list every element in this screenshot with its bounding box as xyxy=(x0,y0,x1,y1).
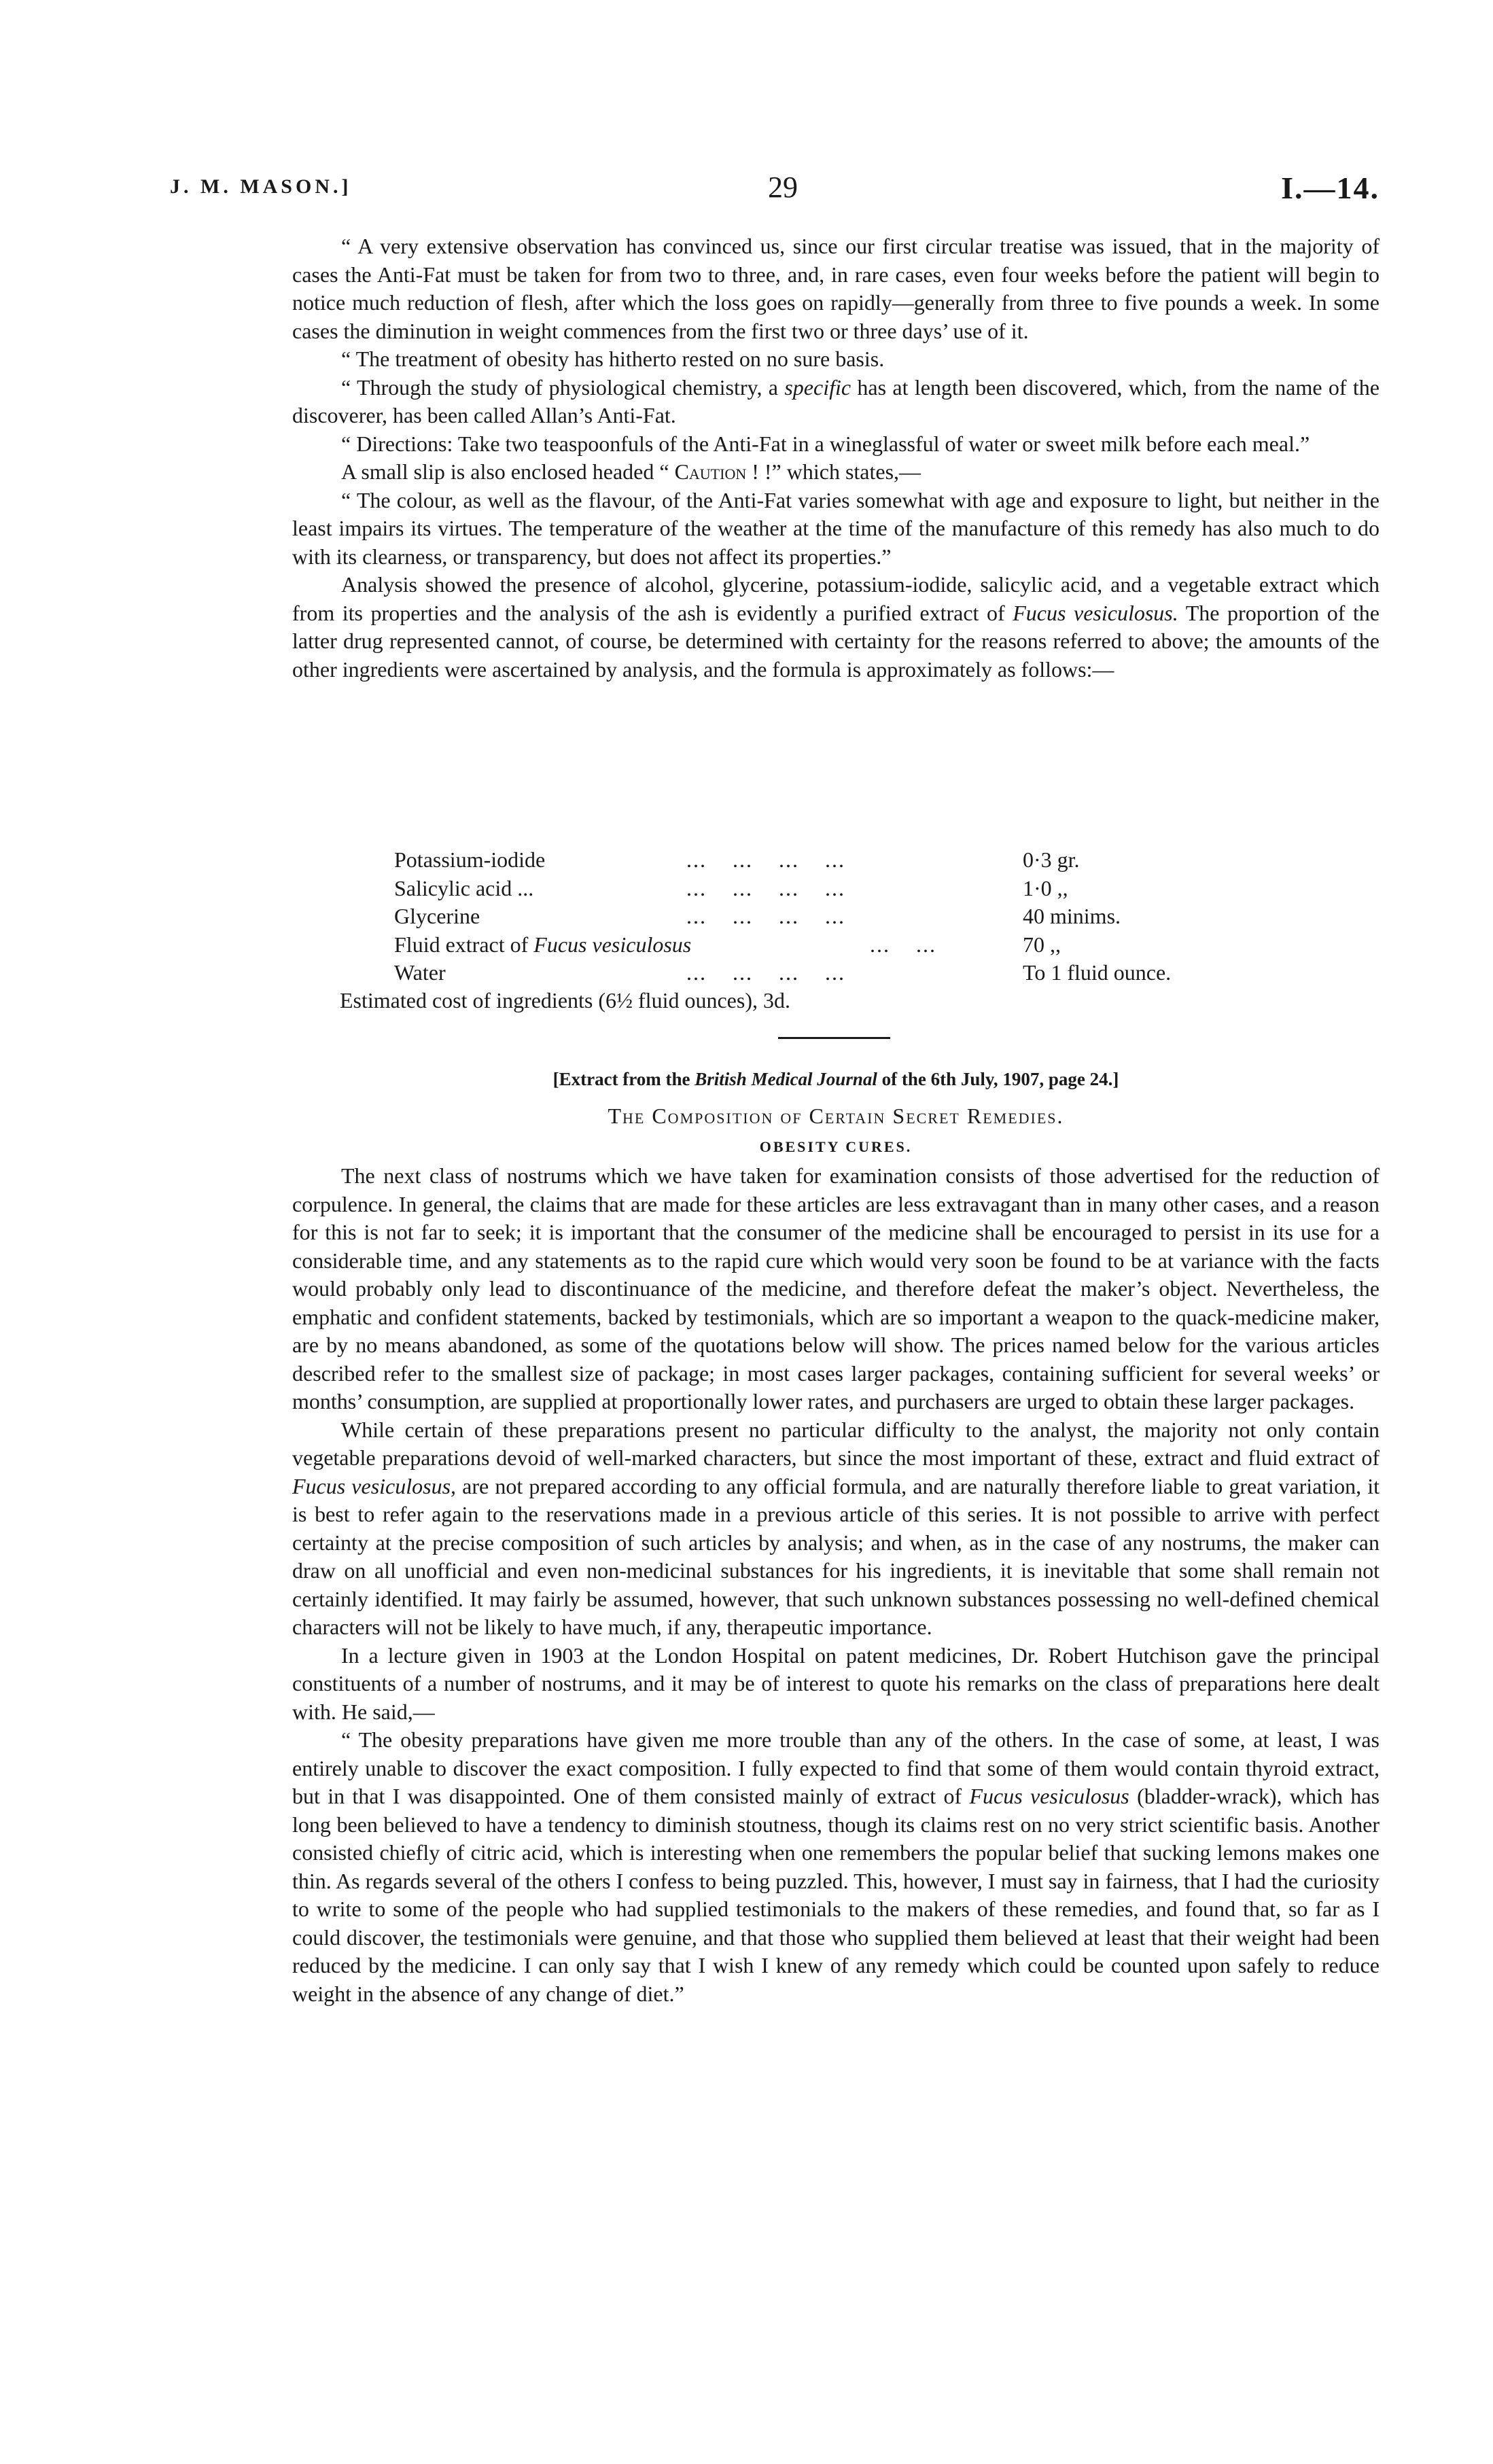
page-number: 29 xyxy=(768,171,798,204)
ingredient-name: Potassium-iodide xyxy=(394,847,546,872)
section-divider xyxy=(778,1037,890,1039)
article-title: The Composition of Certain Secret Remedies. xyxy=(608,1104,1064,1128)
formula-row xyxy=(394,959,1346,987)
leader-dots: ... ... ... ... xyxy=(686,875,845,900)
ingredient-amount: 1·0 ,, xyxy=(1023,875,1068,900)
running-head-author: J. M. MASON.] xyxy=(170,175,352,198)
leader-dots: ... ... ... ... xyxy=(686,904,845,928)
subheading: OBESITY CURES. xyxy=(759,1138,913,1155)
ingredient-name: Salicylic acid ... xyxy=(394,875,534,900)
leader-dots: ... ... ... ... xyxy=(686,847,845,872)
paragraph: “ The treatment of obesity has hitherto rested on no sure basis. xyxy=(341,347,885,371)
paragraph: “ Through the study of physiological chemistry, a specific has at length been discovered, which, from the name of the discoverer, has been called Allan’s Anti-Fat. xyxy=(292,374,1380,427)
formula-row xyxy=(394,846,1346,875)
ingredient-amount: To 1 fluid ounce. xyxy=(1023,960,1172,985)
anti-fat-section xyxy=(292,232,1380,684)
formula-row xyxy=(394,902,1346,931)
paragraph: A small slip is also enclosed headed “ Caution ! !” which states,— xyxy=(341,459,921,484)
paragraph: “ Directions: Take two teaspoonfuls of the Anti-Fat in a wineglassful of water or sweet milk before each meal.” xyxy=(341,431,1310,456)
page-header xyxy=(170,170,1380,211)
paragraph: Analysis showed the presence of alcohol, glycerine, potassium-iodide, salicylic acid, and a vegetable extract which from its properties and the analysis of the ash is evidently a purified extract of Fucus vesiculosus. The proportion of the latter drug represented cannot, of course, be determined with certainty for the reasons referred to above; the amounts of the other ingredients were ascertained by analysis, and the formula is approximately as follows:— xyxy=(292,572,1380,682)
ingredient-amount: 0·3 gr. xyxy=(1023,847,1080,872)
leader-dots: ... ... xyxy=(870,932,936,957)
ingredient-name: Glycerine xyxy=(394,904,480,928)
ingredient-name: Fluid extract of Fucus vesiculosus xyxy=(394,932,692,957)
paragraph: “ The colour, as well as the flavour, of the Anti-Fat varies somewhat with age and exposure to light, but neither in the least impairs its virtues. The temperature of the weather at the time of the manufacture of this remedy has also much to do with its clearness, or transparency, but does not affect its properties.” xyxy=(292,487,1380,569)
ingredient-amount: 40 minims. xyxy=(1023,904,1121,928)
document-reference: I.—14. xyxy=(1281,171,1380,205)
estimated-cost: Estimated cost of ingredients (6½ fluid ounces), 3d. xyxy=(340,988,790,1013)
formula-row xyxy=(394,875,1346,903)
obesity-cures-section xyxy=(292,1162,1380,2008)
ingredient-amount: 70 ,, xyxy=(1023,932,1061,957)
leader-dots: ... ... ... ... xyxy=(686,960,845,985)
formula-table xyxy=(394,846,1346,987)
ingredient-name: Water xyxy=(394,960,446,985)
paragraph: In a lecture given in 1903 at the London Hospital on patent medicines, Dr. Robert Hutchison gave the principal constituents of a number of nostrums, and it may be of interest to quote his remarks on the class of preparations here dealt with. He said,— xyxy=(292,1642,1380,1724)
formula-row xyxy=(394,931,1346,960)
paragraph: While certain of these preparations present no particular difficulty to the analyst, the majority not only contain vegetable preparations devoid of well-marked characters, but since the most important of these, extract and fluid extract of Fucus vesiculosus, are not prepared according to any official formula, and are naturally therefore liable to great variation, it is best to refer again to the reservations made in a previous article of this series. It is not possible to arrive with perfect certainty at the precise composition of such articles by analysis; and when, as in the case of any nostrums, the maker can draw on all unofficial and even non-medicinal substances for his ingredients, it is inevitable that some shall remain not certainly identified. It may fairly be assumed, however, that such unknown substances possessing no well-defined chemical characters will not be likely to have much, if any, therapeutic importance. xyxy=(292,1417,1380,1639)
paragraph: “ A very extensive observation has convinced us, since our first circular treatise was issued, that in the majority of cases the Anti-Fat must be taken for from two to three, and, in rare cases, even four weeks before the patient will begin to notice much reduction of flesh, after which the loss goes on rapidly—generally from three to five pounds a week. In some cases the diminution in weight commences from the first two or three days’ use of it. xyxy=(292,234,1380,343)
extract-source-heading: [Extract from the British Medical Journal of the 6th July, 1907, page 24.] xyxy=(552,1069,1119,1089)
paragraph: The next class of nostrums which we have taken for examination consists of those advertised for the reduction of corpulence. In general, the claims that are made for these articles are less extravagant than in many other cases, and a reason for this is not far to seek; it is important that the consumer of the medicine shall be encouraged to persist in its use for a considerable time, and any statements as to the rapid cure which would very soon be found to be at variance with the facts would probably only lead to discontinuance of the medicine, and therefore defeat the maker’s object. Nevertheless, the emphatic and confident statements, backed by testimonials, which are so important a weapon to the quack-medicine maker, are by no means abandoned, as some of the quotations below will show. The prices named below for the various articles described refer to the smallest size of package; in most cases larger packages, containing sufficient for several weeks’ or months’ consumption, are supplied at proportionally lower rates, and purchasers are urged to obtain these larger packages. xyxy=(292,1163,1380,1413)
paragraph: “ The obesity preparations have given me more trouble than any of the others. In the case of some, at least, I was entirely unable to discover the exact composition. I fully expected to find that some of them would contain thyroid extract, but in that I was disappointed. One of them consisted mainly of extract of Fucus vesiculosus (bladder-wrack), which has long been believed to have a tendency to diminish stoutness, though its claims rest on no very strict scientific basis. Another consisted chiefly of citric acid, which is interesting when one remembers the popular belief that sucking lemons makes one thin. As regards several of the others I confess to being puzzled. This, however, I must say in fairness, that I had the curiosity to write to some of the people who had supplied testimonials to the makers of these remedies, and found that, so far as I could discover, the testimonials were genuine, and that those who supplied them believed at least that their weight had been reduced by the medicine. I can only say that I wish I knew of any remedy which could be counted upon safely to reduce weight in the absence of any change of diet.” xyxy=(292,1727,1380,2006)
